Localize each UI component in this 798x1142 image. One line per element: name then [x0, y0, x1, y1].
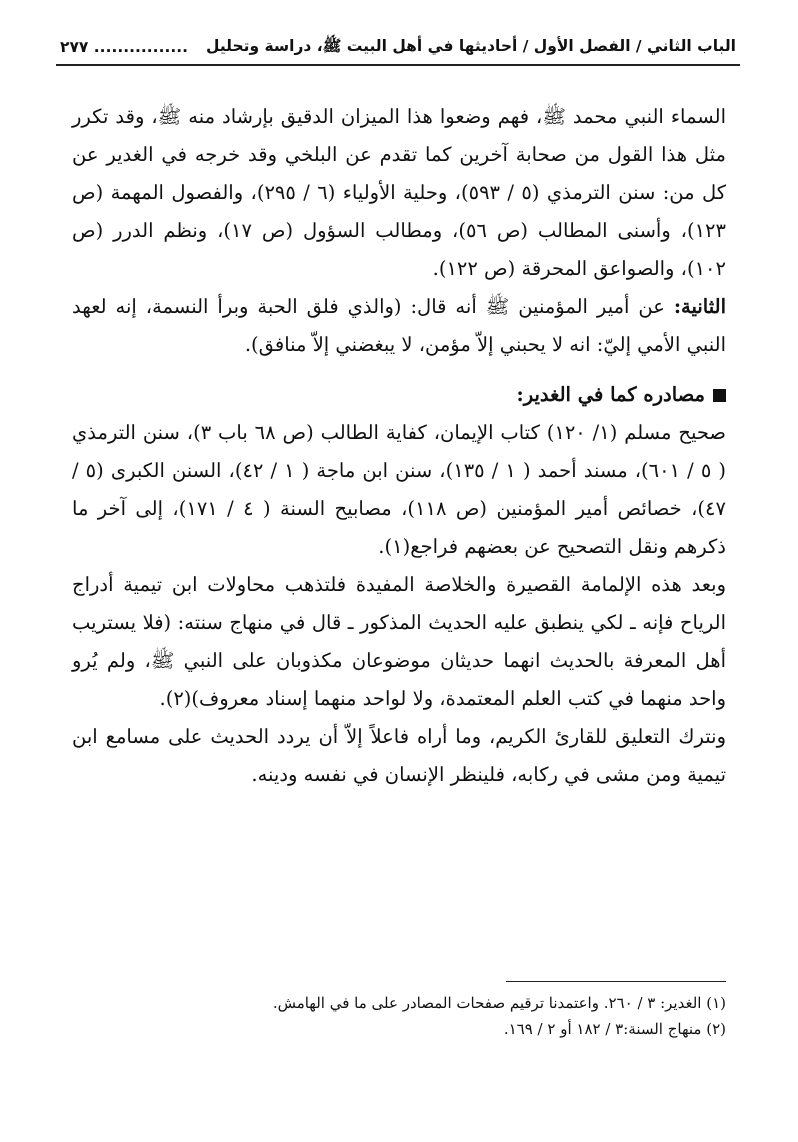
header-page-number — [60, 38, 188, 56]
header-dots: ................ — [93, 38, 189, 56]
paragraph-1: السماء النبي محمد ﷺ، فهم وضعوا هذا الميزان الدقيق بإرشاد منه ﷺ، وقد تكرر مثل هذا القول من صحابة آخرين كما تقدم عن البلخي وقد خرجه في الغدير عن كل من: سنن الترمذي (٥ / ٥٩٣)، وحلية الأولياء (٦ / ٢٩٥)، والفصول المهمة (ص ١٢٣)، وأسنى المطالب (ص ٥٦)، ومطالب السؤول (ص ١٧)، ونظم الدرر (ص ١٠٢)، والصواعق المحرقة (ص ١٢٢). — [72, 105, 727, 280]
paragraph-2 — [72, 288, 726, 364]
header-rule — [56, 64, 740, 66]
footnotes — [72, 990, 726, 1042]
section-heading-text: مصادره كما في الغدير: — [516, 383, 705, 406]
paragraph-3: صحيح مسلم (١/ ١٢٠) كتاب الإيمان، كفاية الطالب (ص ٦٨ باب ٣)، سنن الترمذي ( ٥ / ٦٠١)، مسند أحمد ( ١ / ١٣٥)، سنن ابن ماجة ( ١ / ٤٢)، السنن الكبرى (٥ / ٤٧)، خصائص أمير المؤمنين (ص ١١٨)، مصابيح السنة ( ٤ / ١٧١)، إلى آخر ما ذكرهم ونقل التصحيح عن بعضهم فراجع(١). — [72, 421, 727, 558]
main-text — [72, 98, 726, 794]
paragraph-2-text: عن أمير المؤمنين ﷺ أنه قال: (والذي فلق الحبة وبرأ النسمة، إنه لعهد النبي الأمي إليّ: انه لا يحبني إلاّ مؤمن، لا يبغضني إلاّ منافق). — [72, 295, 726, 356]
page-number: ٢٧٧ — [60, 38, 89, 56]
running-header — [60, 34, 736, 60]
black-square-icon — [713, 389, 726, 402]
section-heading — [72, 376, 726, 414]
footnote-1: (١) الغدير: ٣ / ٢٦٠. واعتمدنا ترقيم صفحات المصادر على ما في الهامش. — [272, 994, 726, 1012]
header-title: الباب الثاني / الفصل الأول / أحاديثها في أهل البيت ﷺ، دراسة وتحليل — [206, 36, 736, 55]
paragraph-5: ونترك التعليق للقارئ الكريم، وما أراه فاعلاً إلاّ أن يردد الحديث على مسامع ابن تيمية ومن مشى في ركابه، فلينظر الإنسان في نفسه ودينه. — [72, 725, 726, 786]
paragraph-2-label: الثانية: — [673, 295, 726, 318]
footnote-2: (٢) منهاج السنة:٣ / ١٨٢ أو ٢ / ١٦٩. — [503, 1020, 726, 1038]
footnote-rule — [506, 981, 726, 982]
paragraph-4: وبعد هذه الإلمامة القصيرة والخلاصة المفيدة فلتذهب محاولات ابن تيمية أدراج الرياح فإنه ـ لكي ينطبق عليه الحديث المذكور ـ قال في منهاج سنته: (فلا يستريب أهل المعرفة بالحديث انهما حديثان موضوعان مكذوبان على النبي ﷺ، ولم يُرو واحد منهما في كتب العلم المعتمدة، ولا لواحد منهما إسناد معروف)(٢). — [72, 573, 726, 710]
